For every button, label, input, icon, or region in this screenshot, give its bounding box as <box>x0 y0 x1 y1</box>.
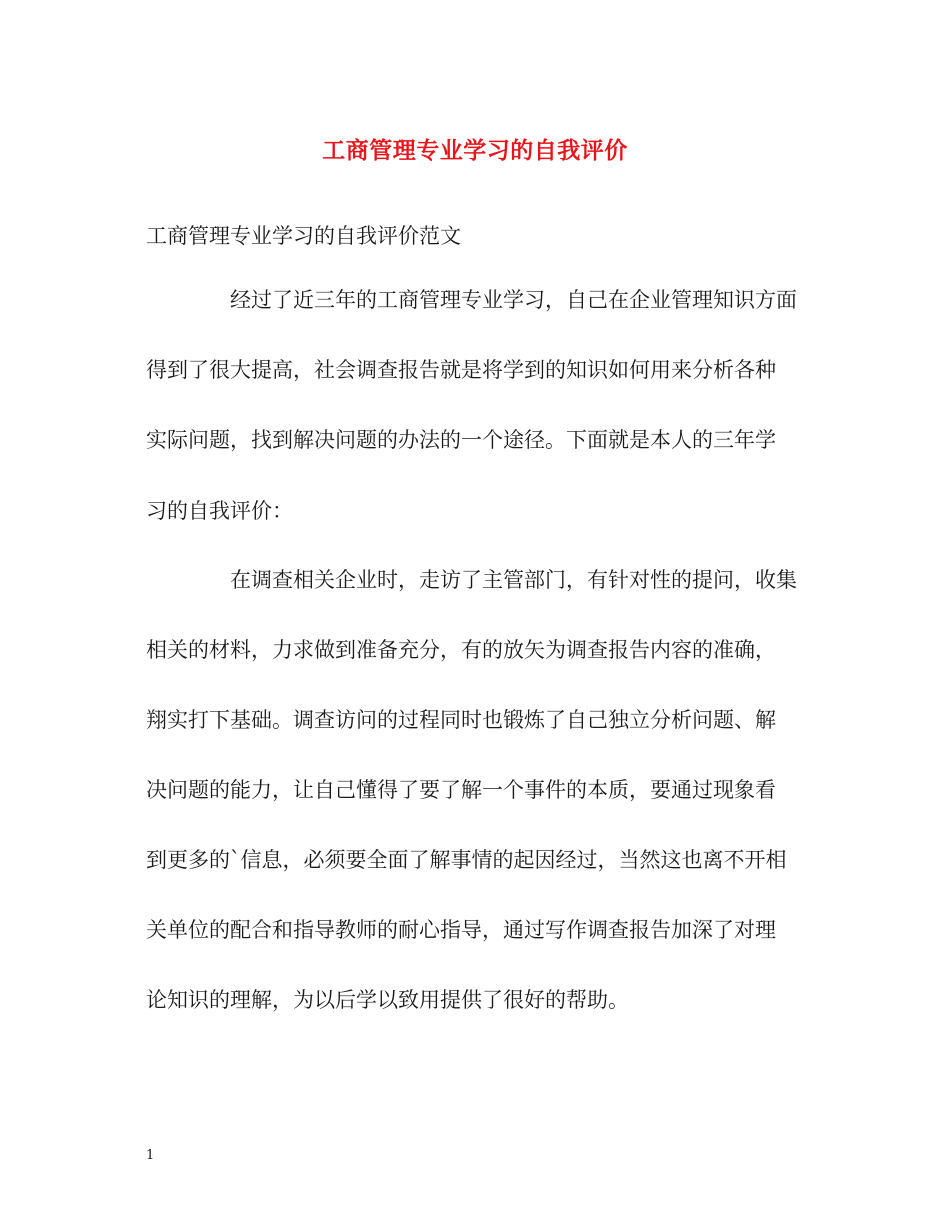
paragraph-line: 经过了近三年的工商管理专业学习，自己在企业管理知识方面 <box>146 288 797 312</box>
paragraph-line: 论知识的理解，为以后学以致用提供了很好的帮助。 <box>146 988 629 1012</box>
paragraph-line: 到更多的`信息，必须要全面了解事情的起因经过，当然这也离不开相 <box>146 848 787 872</box>
paragraph-line: 决问题的能力，让自己懂得了要了解一个事件的本质，要通过现象看 <box>146 778 776 802</box>
paragraph-line: 实际问题，找到解决问题的办法的一个途径。下面就是本人的三年学 <box>146 428 776 452</box>
paragraph-line: 得到了很大提高，社会调查报告就是将学到的知识如何用来分析各种 <box>146 358 776 382</box>
page-number: 1 <box>146 1148 155 1163</box>
paragraph-line: 关单位的配合和指导教师的耐心指导，通过写作调查报告加深了对理 <box>146 918 776 942</box>
document-subtitle: 工商管理专业学习的自我评价范文 <box>146 224 461 248</box>
paragraph-line: 习的自我评价： <box>146 499 293 523</box>
paragraph-line: 在调查相关企业时，走访了主管部门，有针对性的提问，收集 <box>146 568 797 592</box>
paragraph-line: 相关的材料，力求做到准备充分，有的放矢为调查报告内容的准确， <box>146 638 776 662</box>
document-title: 工商管理专业学习的自我评价 <box>322 137 628 164</box>
paragraph-line: 翔实打下基础。调查访问的过程同时也锻炼了自己独立分析问题、解 <box>146 708 776 732</box>
